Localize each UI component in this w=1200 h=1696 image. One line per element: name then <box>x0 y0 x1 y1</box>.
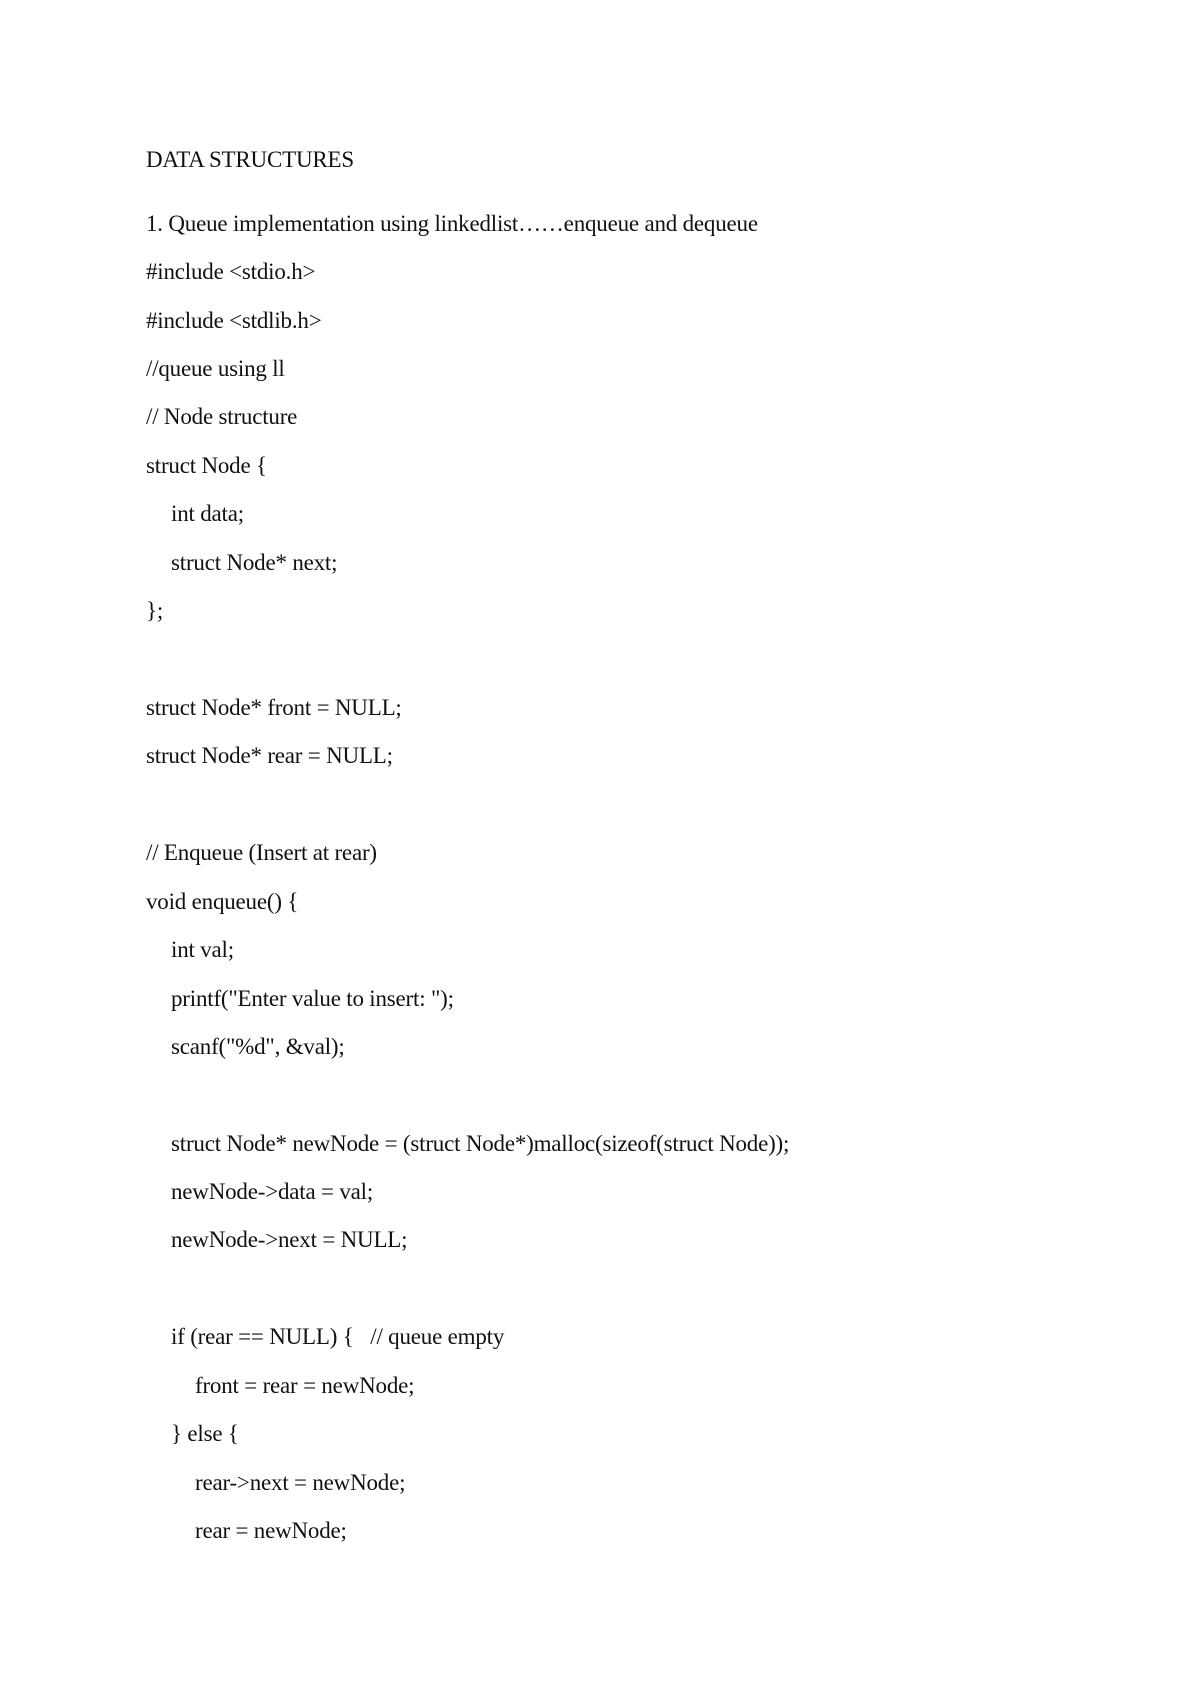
code-line: rear->next = newNode; <box>195 1470 406 1495</box>
code-line: if (rear == NULL) { // queue empty <box>171 1324 505 1349</box>
code-line: scanf("%d", &val); <box>171 1034 345 1059</box>
code-line: //queue using ll <box>146 356 285 381</box>
code-line: struct Node* newNode = (struct Node*)malloc(sizeof(struct Node)); <box>171 1131 790 1156</box>
code-line: // Node structure <box>146 404 298 429</box>
code-line: }; <box>146 598 164 623</box>
code-line: // Enqueue (Insert at rear) <box>146 840 377 865</box>
code-line: } else { <box>171 1421 239 1446</box>
document-heading: DATA STRUCTURES <box>146 147 354 172</box>
code-line: rear = newNode; <box>195 1518 347 1543</box>
code-line: struct Node* rear = NULL; <box>146 743 393 768</box>
code-line: #include <stdlib.h> <box>146 308 322 333</box>
code-line: int val; <box>171 937 234 962</box>
code-line: printf("Enter value to insert: "); <box>171 986 454 1011</box>
code-line: struct Node* next; <box>171 550 338 575</box>
code-line: void enqueue() { <box>146 889 299 914</box>
code-line: newNode->data = val; <box>171 1179 374 1204</box>
section-title: 1. Queue implementation using linkedlist……enqueue and dequeue <box>146 211 758 236</box>
code-line: newNode->next = NULL; <box>171 1227 408 1252</box>
code-line: #include <stdio.h> <box>146 259 316 284</box>
code-line: struct Node { <box>146 453 267 478</box>
code-line: struct Node* front = NULL; <box>146 695 402 720</box>
code-line: int data; <box>171 501 244 526</box>
code-line: front = rear = newNode; <box>195 1373 415 1398</box>
